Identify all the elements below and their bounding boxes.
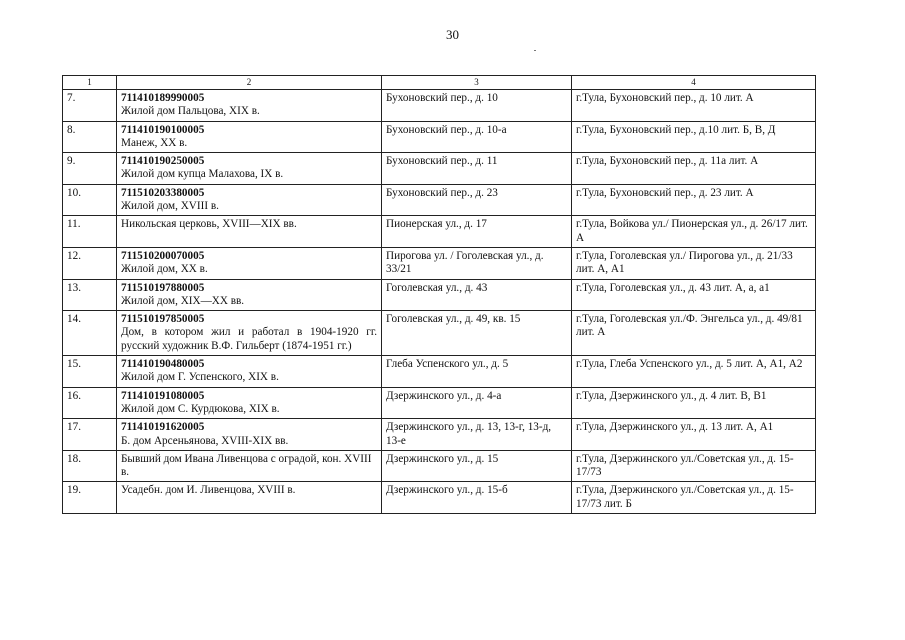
table-body [63, 90, 816, 514]
header-col-4: 4 [572, 76, 816, 90]
registry-code: 711410191620005 [121, 421, 205, 434]
street-address: Глеба Успенского ул., д. 5 [382, 356, 572, 388]
street-address: Дзержинского ул., д. 15 [382, 450, 572, 482]
object-cell [117, 482, 382, 514]
full-address: г.Тула, Бухоновский пер., д. 11а лит. А [572, 153, 816, 185]
scan-speck [534, 50, 536, 51]
full-address: г.Тула, Бухоновский пер., д.10 лит. Б, В, Д [572, 121, 816, 153]
object-cell [117, 216, 382, 248]
object-name: Жилой дом, XX в. [121, 263, 208, 276]
table-row [63, 482, 816, 514]
street-address: Бухоновский пер., д. 10-а [382, 121, 572, 153]
object-name: Никольская церковь, XVIII—XIX вв. [121, 218, 297, 231]
object-cell [117, 121, 382, 153]
full-address: г.Тула, Глеба Успенского ул., д. 5 лит. А, А1, А2 [572, 356, 816, 388]
header-row [63, 76, 816, 90]
registry-code: 711510203380005 [121, 186, 205, 199]
row-number: 13. [63, 279, 117, 311]
object-cell [117, 153, 382, 185]
object-name: Жилой дом, XIX—XX вв. [121, 294, 245, 307]
table-row [63, 90, 816, 122]
table-row [63, 450, 816, 482]
table-row [63, 184, 816, 216]
row-number: 11. [63, 216, 117, 248]
object-cell [117, 387, 382, 419]
street-address: Бухоновский пер., д. 10 [382, 90, 572, 122]
registry-code: 711410190480005 [121, 358, 205, 371]
object-name: Жилой дом купца Малахова, IX в. [121, 168, 284, 181]
object-cell [117, 450, 382, 482]
street-address: Пионерская ул., д. 17 [382, 216, 572, 248]
full-address: г.Тула, Гоголевская ул./Ф. Энгельса ул., д. 49/81 лит. А [572, 311, 816, 356]
object-name: Жилой дом С. Курдюкова, XIX в. [121, 402, 280, 415]
full-address: г.Тула, Гоголевская ул., д. 43 лит. А, а, а1 [572, 279, 816, 311]
registry-code: 711410190100005 [121, 123, 205, 136]
row-number: 12. [63, 247, 117, 279]
row-number: 17. [63, 419, 117, 451]
table-row [63, 247, 816, 279]
table-row [63, 356, 816, 388]
object-name: Б. дом Арсеньянова, XVIII-XIX вв. [121, 434, 289, 447]
street-address: Дзержинского ул., д. 15-б [382, 482, 572, 514]
full-address: г.Тула, Дзержинского ул., д. 13 лит. А, А1 [572, 419, 816, 451]
row-number: 8. [63, 121, 117, 153]
row-number: 14. [63, 311, 117, 356]
street-address: Бухоновский пер., д. 23 [382, 184, 572, 216]
street-address: Бухоновский пер., д. 11 [382, 153, 572, 185]
object-cell [117, 90, 382, 122]
street-address: Дзержинского ул., д. 4-а [382, 387, 572, 419]
row-number: 19. [63, 482, 117, 514]
full-address: г.Тула, Дзержинского ул., д. 4 лит. В, В1 [572, 387, 816, 419]
header-col-1: 1 [63, 76, 117, 90]
street-address: Гоголевская ул., д. 49, кв. 15 [382, 311, 572, 356]
table-row [63, 311, 816, 356]
registry-code: 711410191080005 [121, 389, 205, 402]
street-address: Дзержинского ул., д. 13, 13-г, 13-д, 13-е [382, 419, 572, 451]
object-name: Жилой дом Г. Успенского, XIX в. [121, 371, 279, 384]
table-row [63, 153, 816, 185]
object-name: Манеж, XX в. [121, 136, 188, 149]
registry-code: 711410190250005 [121, 155, 205, 168]
object-cell [117, 311, 382, 356]
table-row [63, 419, 816, 451]
object-name: Жилой дом Пальцова, XIX в. [121, 105, 260, 118]
heritage-registry-table [62, 75, 816, 514]
street-address: Гоголевская ул., д. 43 [382, 279, 572, 311]
row-number: 10. [63, 184, 117, 216]
row-number: 15. [63, 356, 117, 388]
object-cell [117, 184, 382, 216]
registry-code: 711510200070005 [121, 249, 205, 262]
header-col-3: 3 [382, 76, 572, 90]
full-address: г.Тула, Бухоновский пер., д. 23 лит. А [572, 184, 816, 216]
object-name: Дом, в котором жил и работал в 1904-1920 гг. русский художник В.Ф. Гильберт (1874-1951 гг.) [121, 326, 377, 352]
full-address: г.Тула, Бухоновский пер., д. 10 лит. А [572, 90, 816, 122]
table-header [63, 76, 816, 90]
object-cell [117, 247, 382, 279]
object-cell [117, 356, 382, 388]
object-name: Бывший дом Ивана Ливенцова с оградой, кон. XVIII в. [121, 452, 372, 479]
full-address: г.Тула, Дзержинского ул./Советская ул., д. 15-17/73 лит. Б [572, 482, 816, 514]
row-number: 9. [63, 153, 117, 185]
header-col-2: 2 [117, 76, 382, 90]
full-address: г.Тула, Дзержинского ул./Советская ул., д. 15-17/73 [572, 450, 816, 482]
registry-code: 711510197880005 [121, 281, 205, 294]
object-cell [117, 419, 382, 451]
full-address: г.Тула, Войкова ул./ Пионерская ул., д. 26/17 лит. А [572, 216, 816, 248]
row-number: 18. [63, 450, 117, 482]
registry-code: 711510197850005 [121, 313, 205, 326]
table-row [63, 121, 816, 153]
full-address: г.Тула, Гоголевская ул./ Пирогова ул., д. 21/33 лит. А, А1 [572, 247, 816, 279]
row-number: 16. [63, 387, 117, 419]
object-name: Усадебн. дом И. Ливенцова, XVIII в. [121, 484, 296, 497]
table-row [63, 216, 816, 248]
table-row [63, 387, 816, 419]
registry-code: 711410189990005 [121, 92, 205, 104]
table-row [63, 279, 816, 311]
object-name: Жилой дом, XVIII в. [121, 200, 219, 213]
object-cell [117, 279, 382, 311]
page-number: 30 [446, 27, 459, 42]
row-number: 7. [63, 90, 117, 122]
street-address: Пирогова ул. / Гоголевская ул., д. 33/21 [382, 247, 572, 279]
